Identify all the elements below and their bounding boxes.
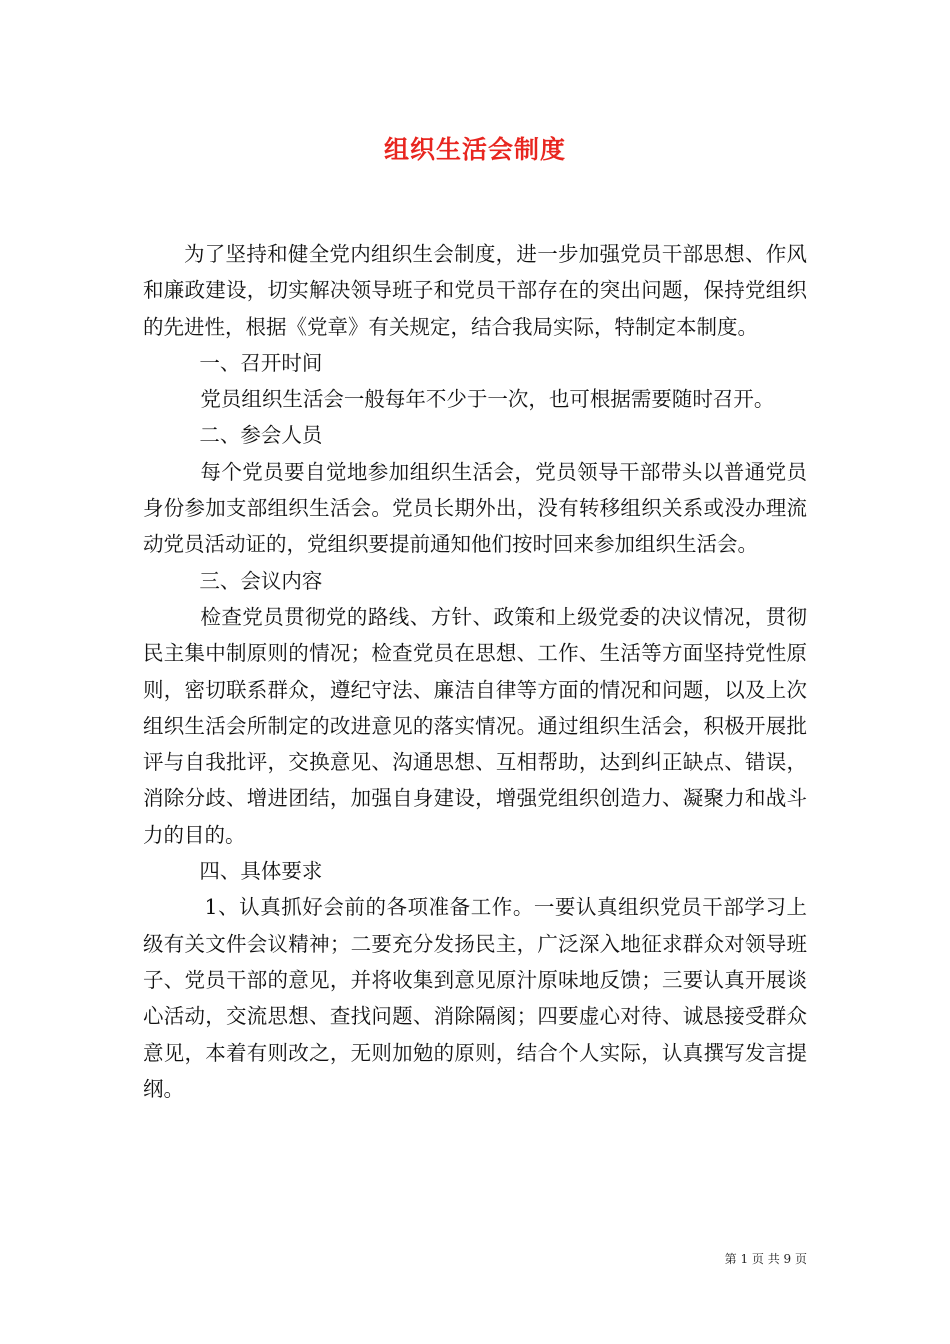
section-heading-time: 一、召开时间 [199, 350, 323, 375]
page-number: 第 1 页 共 9 页 [724, 1252, 807, 1266]
section-heading-content: 三、会议内容 [199, 568, 323, 593]
section-paragraph-content: 检查党员贯彻党的路线、方针、政策和上级党委的决议情况，贯彻民主集中制原则的情况；检查党员在思想、工作、生活等方面坚持党性原则，密切联系群众，遵纪守法、廉洁自律等方面的情况和问题，以及上次组织生活会所制定的改进意见的落实情况。通过组织生活会，积极开展批评与自我批评，交换意见、沟通思想、互相帮助，达到纠正缺点、错误，消除分歧、增进团结，加强自身建设，增强党组织创造力、凝聚力和战斗力的目的。 [143, 604, 807, 847]
section-heading-attendees: 二、参会人员 [199, 423, 323, 448]
section-paragraph-requirement-1: 1、认真抓好会前的各项准备工作。一要认真组织党员干部学习上级有关文件会议精神；二要充分发扬民主，广泛深入地征求群众对领导班子、党员干部的意见，并将收集到意见原汁原味地反馈；三要认真开展谈心活动，交流思想、查找问题、消除隔阂；四要虚心对待、诚恳接受群众意见，本着有则改之，无则加勉的原则，结合个人实际，认真撰写发言提纲。 [143, 895, 807, 1101]
intro-paragraph: 为了坚持和健全党内组织生会制度，进一步加强党员干部思想、作风和廉政建设，切实解决领导班子和党员干部存在的突出问题，保持党组织的先进性，根据《党章》有关规定，结合我局实际，特制定本制度。 [143, 242, 807, 339]
section-paragraph-time: 党员组织生活会一般每年不少于一次，也可根据需要随时召开。 [200, 387, 775, 412]
document-body [143, 236, 807, 1107]
section-paragraph-attendees: 每个党员要自觉地参加组织生活会，党员领导干部带头以普通党员身份参加支部组织生活会。党员长期外出，没有转移组织关系或没办理流动党员活动证的，党组织要提前通知他们按时回来参加组织生活会。 [143, 459, 807, 557]
document-title: 组织生活会制度 [383, 135, 566, 164]
section-heading-requirements: 四、具体要求 [199, 859, 323, 884]
